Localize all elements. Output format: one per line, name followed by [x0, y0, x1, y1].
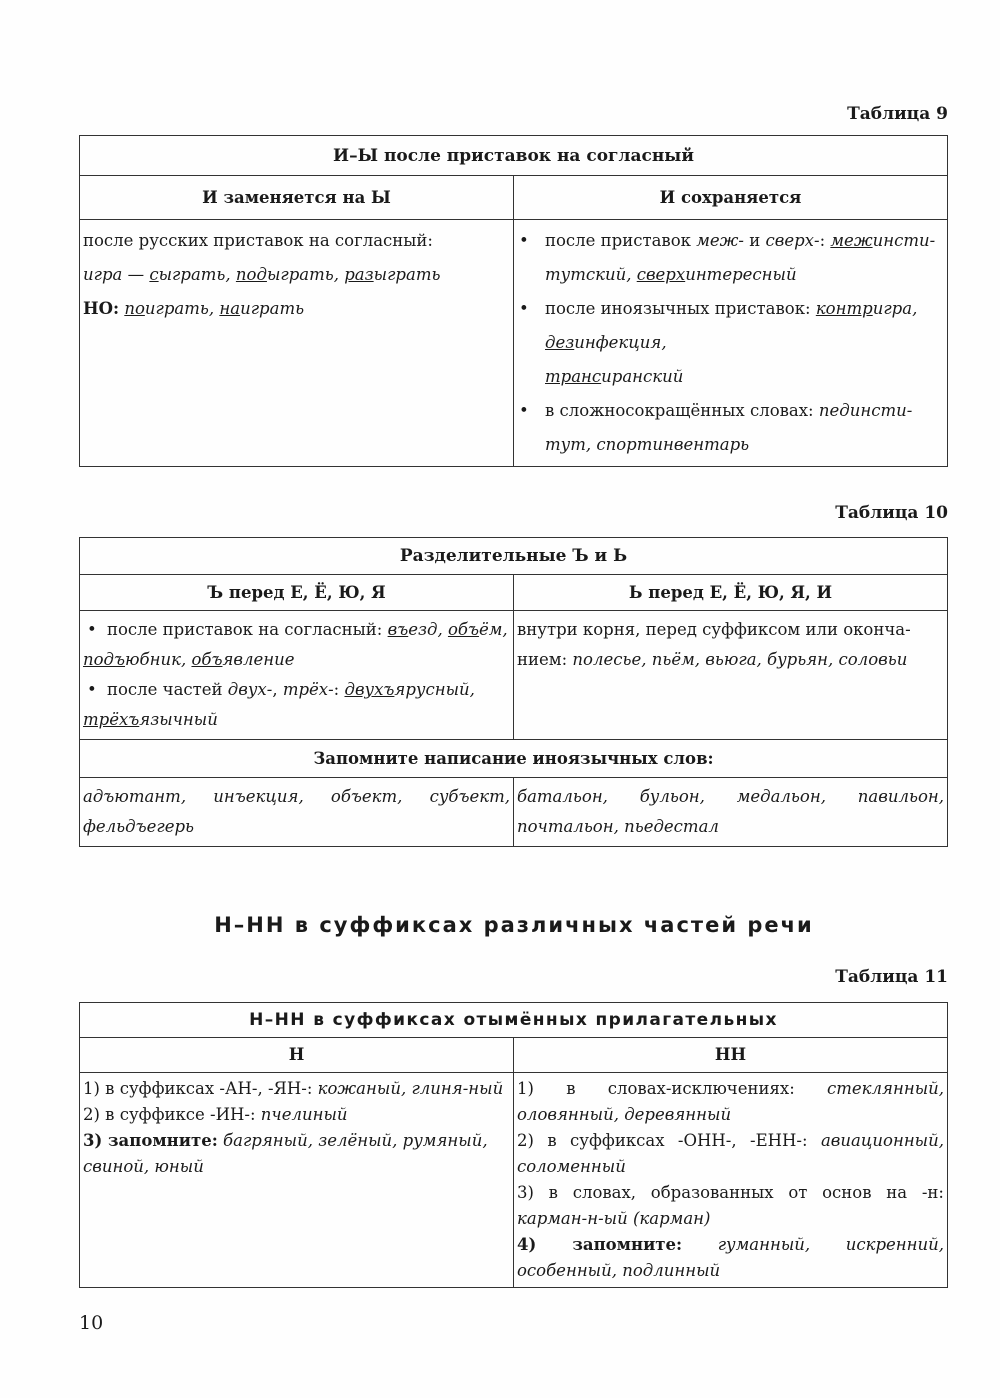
t11-right-4: 4) запомните: гуманный, искренний, особенный, подлинный [517, 1235, 945, 1280]
t10-bullet-2: • после частей двух-, трёх-: двухъярусный, [83, 675, 510, 705]
table-11-left-cell [80, 1073, 514, 1288]
t9-exceptions: НО: поиграть, наиграть [83, 299, 305, 318]
table-10-left-cell [80, 611, 514, 740]
table-11-col1-header: Н [80, 1038, 514, 1073]
t11-left-3: 3) запомните: багряный, зелёный, румяный, свиной, юный [83, 1131, 488, 1176]
t9-bullet-1: • после приставок меж- и сверх-: межинсти- тутский, сверхинтересный [517, 224, 944, 292]
t10-line-4: трёхъязычный [83, 710, 218, 729]
table-11 [79, 1002, 948, 1288]
t11-left-1: 1) в суффиксах -АН-, -ЯН-: кожаный, глиня-ный [83, 1079, 504, 1098]
table-11-col2-header: НН [514, 1038, 948, 1073]
table-9-col1-header: И заменяется на Ы [80, 176, 514, 220]
table-10-foreign-right: батальон, бульон, медальон, павильон, почтальон, пьедестал [514, 778, 948, 847]
table-11-right-cell [514, 1073, 948, 1288]
t11-right-3: 3) в словах, образованных от основ на -н: карман-н-ый (карман) [517, 1183, 944, 1228]
table-10-right-cell [514, 611, 948, 740]
t11-right-2: 2) в суффиксах -ОНН-, -ЕНН-: авиационный, соломенный [517, 1131, 944, 1176]
section-heading: Н–НН в суффиксах различных частей речи [214, 913, 814, 937]
table-9-col2-header: И сохраняется [514, 176, 948, 220]
t9-examples: игра — сыграть, подыграть, разыграть [83, 265, 441, 284]
t11-right-1: 1) в словах-исключениях: стеклянный, оловянный, деревянный [517, 1079, 944, 1124]
table-9-title: И–Ы после приставок на согласный [80, 136, 948, 176]
table-10-foreign-left: адъютант, инъекция, объект, субъект, фельдъегерь [80, 778, 514, 847]
t10-bullet-1: • после приставок на согласный: въезд, объём, [83, 615, 510, 645]
page-number: 10 [79, 1312, 104, 1334]
table-10-title: Разделительные Ъ и Ь [80, 538, 948, 575]
table-11-label: Таблица 11 [835, 967, 948, 987]
table-9-label: Таблица 9 [847, 104, 948, 124]
table-10 [79, 537, 948, 847]
t9-intro: после русских приставок на согласный: [83, 231, 433, 250]
table-10-remember: Запомните написание иноязычных слов: [80, 740, 948, 778]
table-10-col2-header: Ь перед Е, Ё, Ю, Я, И [514, 575, 948, 611]
table-10-label: Таблица 10 [835, 503, 948, 523]
table-9-left-cell [80, 220, 514, 467]
table-10-col1-header: Ъ перед Е, Ё, Ю, Я [80, 575, 514, 611]
t11-left-2: 2) в суффиксе -ИН-: пчелиный [83, 1105, 348, 1124]
table-11-title: Н–НН в суффиксах отымённых прилагательных [80, 1003, 948, 1038]
t10-right-text: внутри корня, перед суффиксом или оконча- нием: полесье, пьём, вьюга, бурьян, соловьи [517, 620, 911, 669]
t9-bullet-2: • после иноязычных приставок: контригра, дезинфекция, трансиранский [517, 292, 944, 394]
t9-bullet-3: • в сложносокращённых словах: пединсти- тут, спортинвентарь [517, 394, 944, 462]
table-9-right-cell [514, 220, 948, 467]
t10-line-2: подъюбник, объявление [83, 650, 295, 669]
table-9 [79, 135, 948, 467]
